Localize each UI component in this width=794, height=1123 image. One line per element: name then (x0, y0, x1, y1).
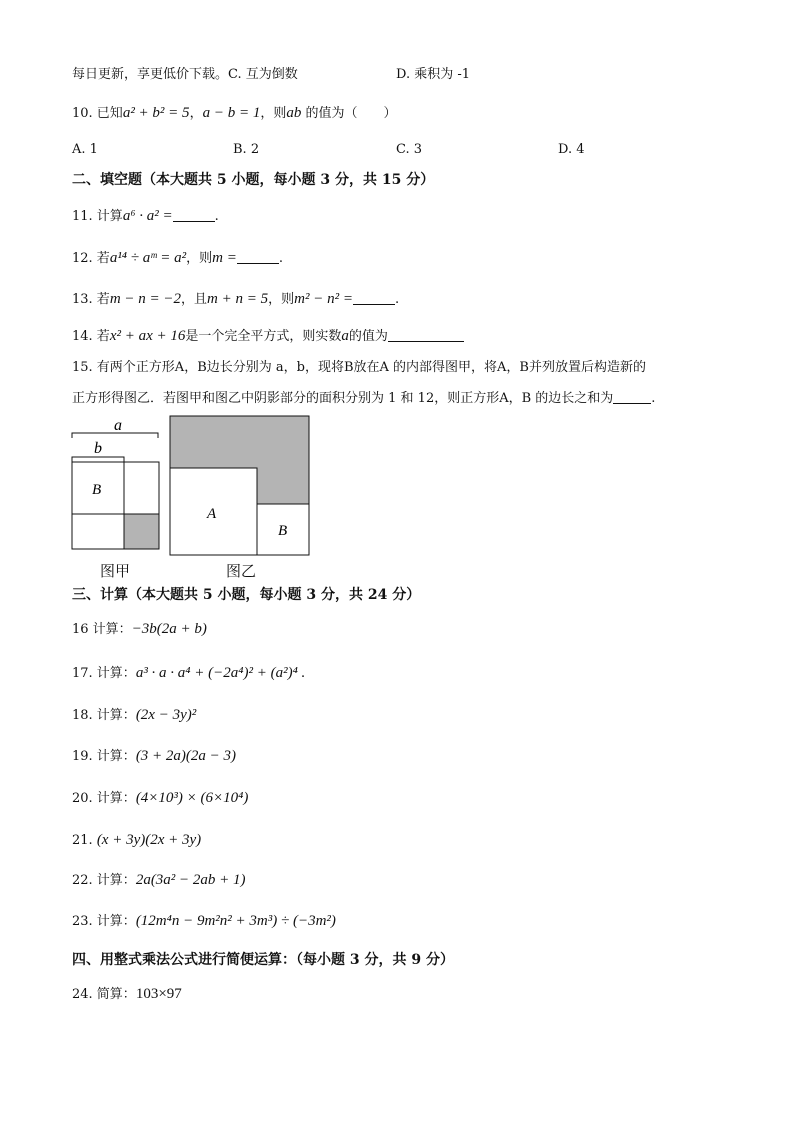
calc-prefix: 18. 计算： (72, 708, 136, 723)
brace-b (72, 457, 124, 462)
calc-question-18 (72, 706, 196, 725)
q10-option-b: B. 2 (233, 142, 260, 157)
q10-equation-2: a − b = 1 (202, 105, 261, 121)
calc-question-22 (72, 871, 246, 890)
q13-mid-2: ，则 (268, 292, 295, 307)
q13-blank[interactable] (353, 291, 395, 305)
figure-yi (170, 416, 309, 555)
q14-variable: a (341, 328, 349, 344)
q13-post: . (394, 292, 400, 307)
label-a: a (114, 417, 122, 434)
label-b: b (94, 440, 102, 457)
calc-prefix: 22. 计算： (72, 873, 136, 888)
q12-post: . (278, 251, 284, 266)
q10-ab: ab (286, 105, 302, 121)
squares-figure (68, 410, 318, 585)
calc-question-17 (72, 664, 305, 683)
calc-expression: (2x − 3y)² (135, 707, 197, 723)
q14-mid: 是一个完全平方式，则实数 (185, 329, 342, 344)
calc-expression: (4×10³) × (6×10⁴) (135, 790, 249, 806)
q12-variable: m = (212, 250, 237, 266)
q14-prefix: 14. 若 (72, 329, 110, 344)
q14-expression: x² + ax + 16 (109, 328, 186, 344)
calc-prefix: 21. (72, 833, 97, 848)
q13-expression: m² − n² = (294, 291, 353, 307)
q13-mid-1: ，且 (181, 292, 208, 307)
q10-equation-1: a² + b² = 5 (122, 105, 190, 121)
calc-question-16 (72, 620, 207, 639)
calc-question-23 (72, 912, 336, 931)
label-square-b-jia: B (92, 482, 102, 498)
q10-mid: ，则 (260, 106, 287, 121)
label-square-b: B (278, 523, 288, 539)
caption-jia: 图甲 (100, 562, 131, 580)
question-15-line-1: 15. 有两个正方形A，B边长分别为 a，b，现将B放在A 的内部得图甲，将A，B并列放置后构造新的 (72, 360, 646, 375)
calc-expression: a³ · a · a⁴ + (−2a⁴)² + (a²)⁴ . (135, 665, 306, 681)
calc-expression: (12m⁴n − 9m²n² + 3m³) ÷ (−3m²) (135, 913, 336, 929)
calc-prefix: 16 计算： (72, 622, 132, 637)
q15-text: 正方形得图乙．若图甲和图乙中阴影部分的面积分别为 1 和 12，则正方形A，B 的边长之和为 (72, 391, 614, 406)
q24-expression: 103×97 (135, 986, 182, 1002)
calc-expression: (3 + 2a)(2a − 3) (135, 748, 237, 764)
calc-question-21 (72, 831, 201, 850)
question-13 (72, 290, 399, 309)
question-12 (72, 249, 283, 268)
q13-prefix: 13. 若 (72, 292, 110, 307)
q12-expression: a¹⁴ ÷ aᵐ = a² (109, 250, 187, 266)
label-square-a: A (207, 506, 217, 522)
calc-expression: 2a(3a² − 2ab + 1) (135, 872, 246, 888)
calc-question-20 (72, 789, 248, 808)
calc-expression: (x + 3y)(2x + 3y) (96, 832, 202, 848)
q12-mid: ，则 (186, 251, 213, 266)
q15-blank[interactable] (613, 390, 651, 404)
q11-post: . (214, 209, 219, 224)
calc-prefix: 23. 计算： (72, 914, 136, 929)
q12-blank[interactable] (237, 250, 279, 264)
q11-blank[interactable] (173, 208, 215, 222)
question-10 (72, 104, 396, 123)
q9-tail (72, 66, 298, 84)
q13-equation-2: m + n = 5 (207, 291, 269, 307)
caption-yi: 图乙 (226, 562, 257, 580)
q10-option-a: A. 1 (72, 142, 98, 157)
q14-blank[interactable] (388, 328, 464, 342)
q9-option-c: 每日更新，享更低价下载。C. 互为倒数 (72, 67, 298, 82)
q13-equation-1: m − n = −2 (109, 291, 182, 307)
question-14 (72, 327, 464, 346)
q15-post: . (651, 391, 656, 406)
section-3-heading: 三、计算（本大题共 5 小题，每小题 3 分，共 24 分） (72, 587, 421, 603)
q12-prefix: 12. 若 (72, 251, 110, 266)
question-11 (72, 207, 219, 226)
section-2-heading: 二、填空题（本大题共 5 小题，每小题 3 分，共 15 分） (72, 172, 435, 188)
q14-post: 的值为 (348, 329, 388, 344)
question-24 (72, 985, 182, 1004)
section-4-heading: 四、用整式乘法公式进行简便运算：（每小题 3 分，共 9 分） (72, 952, 454, 968)
calc-prefix: 19. 计算： (72, 749, 136, 764)
q11-expression: a⁶ · a² = (122, 208, 173, 224)
q10-post: 的值为（ ） (301, 106, 397, 121)
shaded-region-jia (124, 514, 159, 549)
q11-prefix: 11. 计算 (72, 209, 123, 224)
calc-prefix: 17. 计算： (72, 666, 136, 681)
calc-expression: −3b(2a + b) (131, 621, 207, 637)
calc-prefix: 20. 计算： (72, 791, 136, 806)
calc-question-19 (72, 747, 236, 766)
q10-option-d: D. 4 (558, 142, 585, 157)
q10-separator: ， (189, 106, 203, 121)
q24-prefix: 24. 简算： (72, 987, 136, 1002)
q10-prefix: 10. 已知 (72, 106, 123, 121)
figure-jia (72, 417, 159, 549)
q9-option-d: D. 乘积为 -1 (396, 67, 471, 82)
q10-option-c: C. 3 (396, 142, 423, 157)
question-15-line-2 (72, 390, 655, 408)
